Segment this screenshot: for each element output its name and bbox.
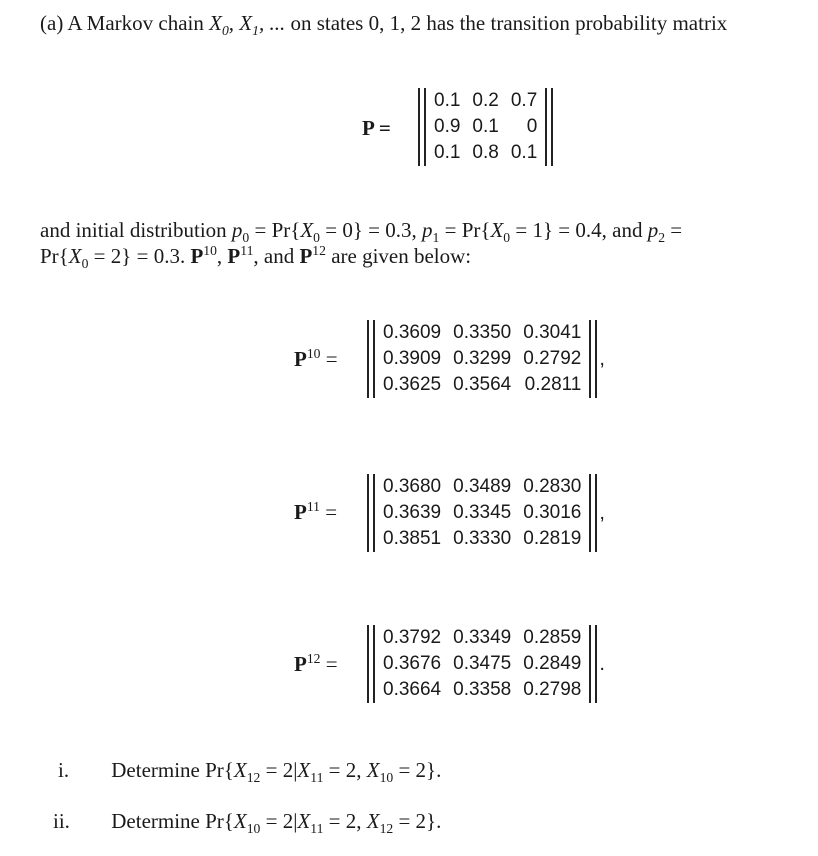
matrix-p11-trail: , bbox=[599, 501, 605, 524]
intro-line bbox=[40, 10, 728, 39]
matrix-cell: 0.2811 bbox=[524, 374, 582, 395]
matrix-cell: 0.3851 bbox=[383, 528, 442, 549]
matrix-cell: 0.8 bbox=[472, 142, 499, 163]
question-1-num: i. bbox=[58, 758, 70, 782]
initial-text: and initial distribution bbox=[40, 218, 227, 242]
matrix-p-right-bar bbox=[545, 88, 553, 166]
matrix-p10-trail: , bbox=[599, 347, 605, 370]
matrix-cell: 0.1 bbox=[510, 142, 538, 163]
matrix-cell: 0.3330 bbox=[453, 528, 512, 549]
matrix-cell: 0.2798 bbox=[523, 679, 582, 700]
matrix-cell: 0.3350 bbox=[453, 322, 512, 343]
matrix-cell: 0.3680 bbox=[383, 476, 442, 497]
question-2-text: Determine bbox=[111, 809, 200, 833]
matrix-cell: 0.2819 bbox=[523, 528, 582, 549]
question-1: i. Determine $Pr\{X_{12} = 2|X_{11} = 2$, $X_{10} = 2$}. bbox=[58, 758, 442, 786]
matrix-p11-grid bbox=[375, 474, 589, 552]
matrix-cell: 0.3609 bbox=[383, 322, 442, 343]
matrix-p11-label: $P^{11}$ = bbox=[294, 499, 338, 524]
intro-suffix: on states 0, 1, 2 has the transition probability matrix bbox=[290, 11, 728, 35]
matrix-cell: 0.9 bbox=[434, 116, 461, 137]
matrix-cell: 0 bbox=[526, 116, 538, 137]
matrix-cell: 0.3475 bbox=[453, 653, 512, 674]
matrix-cell: 0.3489 bbox=[453, 476, 512, 497]
matrix-cell: 0.2830 bbox=[523, 476, 582, 497]
matrix-p bbox=[418, 88, 553, 166]
matrix-cell: 0.2849 bbox=[523, 653, 582, 674]
matrix-cell: 0.3345 bbox=[453, 502, 512, 523]
matrix-cell: 0.3676 bbox=[383, 653, 442, 674]
matrix-cell: 0.3349 bbox=[453, 627, 512, 648]
initial-tail: are given below: bbox=[331, 244, 472, 268]
matrix-cell: 0.3664 bbox=[383, 679, 442, 700]
matrix-cell: 0.2792 bbox=[523, 348, 582, 369]
matrix-cell: 0.7 bbox=[510, 90, 538, 111]
matrix-cell: 0.3564 bbox=[453, 374, 512, 395]
matrix-cell: 0.2 bbox=[472, 90, 499, 111]
intro-prefix: (a) A Markov chain bbox=[40, 11, 204, 35]
question-1-text: Determine bbox=[111, 758, 200, 782]
matrix-p12 bbox=[367, 625, 605, 703]
matrix-p-left-bar bbox=[418, 88, 426, 166]
matrix-p-grid bbox=[426, 88, 545, 166]
matrix-p11 bbox=[367, 474, 605, 552]
initial-line-2: $Pr\{X_0 = 2\} = 0.3$. $P^{10}$, $P^{11}$, and $P^{12}$ are given below: bbox=[40, 243, 472, 272]
matrix-cell: 0.3909 bbox=[383, 348, 442, 369]
intro-vars: $X_0$, $X_1$, ... bbox=[209, 11, 286, 39]
matrix-p10-label: $P^{10}$ = bbox=[294, 346, 338, 371]
matrix-cell: 0.3041 bbox=[523, 322, 582, 343]
matrix-cell: 0.3625 bbox=[383, 374, 442, 395]
matrix-p10-grid bbox=[375, 320, 589, 398]
matrix-cell: 0.3792 bbox=[383, 627, 442, 648]
matrix-p12-label: $P^{12}$ = bbox=[294, 651, 338, 676]
matrix-cell: 0.3016 bbox=[523, 502, 582, 523]
matrix-cell: 0.3358 bbox=[453, 679, 512, 700]
matrix-p12-trail: . bbox=[599, 652, 605, 675]
matrix-p-label: P = bbox=[362, 116, 391, 140]
initial-line-1: and initial distribution $p_0 = Pr\{X_0 = 0\} = 0.3$, $p_1 = Pr\{X_0 = 1\} = 0.4$, and $p_2$ = bbox=[40, 218, 683, 246]
matrix-p12-grid bbox=[375, 625, 589, 703]
matrix-cell: 0.3299 bbox=[453, 348, 512, 369]
matrix-cell: 0.1 bbox=[434, 142, 461, 163]
matrix-cell: 0.3639 bbox=[383, 502, 442, 523]
question-2-num: ii. bbox=[53, 809, 70, 833]
matrix-cell: 0.1 bbox=[434, 90, 461, 111]
question-2: ii. Determine $Pr\{X_{10} = 2|X_{11} = 2$, $X_{12} = 2$}. bbox=[53, 809, 442, 837]
matrix-p10 bbox=[367, 320, 605, 398]
matrix-cell: 0.2859 bbox=[523, 627, 582, 648]
matrix-cell: 0.1 bbox=[472, 116, 499, 137]
